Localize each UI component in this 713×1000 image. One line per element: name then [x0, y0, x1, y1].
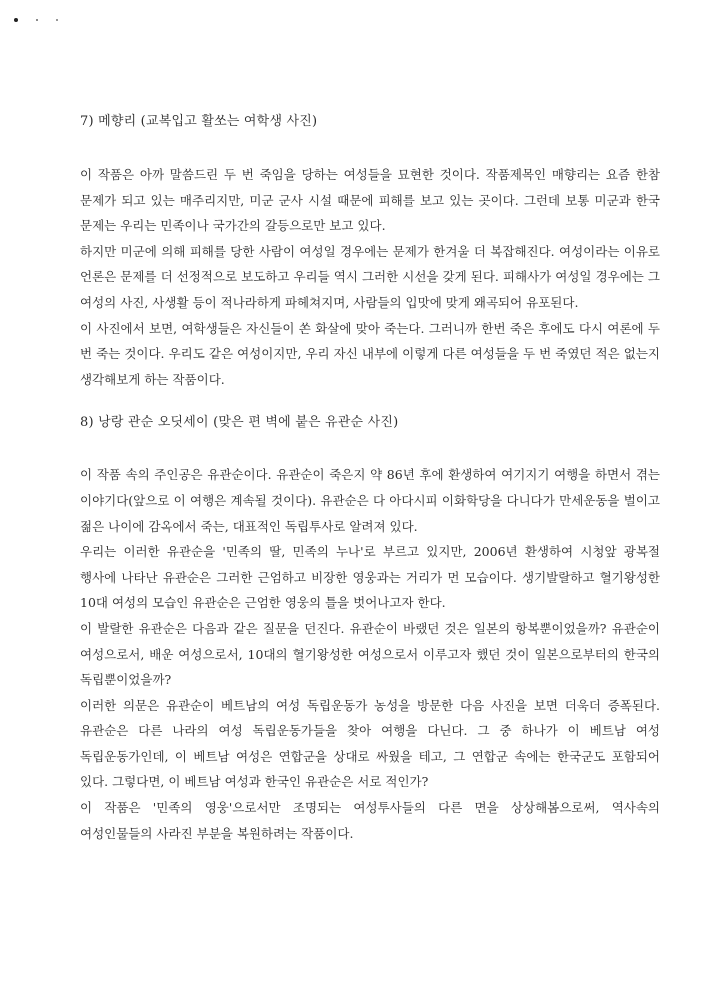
scan-dot-mark — [36, 19, 38, 21]
scan-dot-mark — [56, 19, 58, 21]
document-body — [80, 110, 660, 846]
paragraph: 이 작품은 '민족의 영웅'으로서만 조명되는 여성투사들의 다른 면을 상상해봄으로써, 역사속의 여성인물들의 사라진 부분을 복원하려는 작품이다. — [80, 800, 660, 841]
paragraph: 이 작품은 아까 말씀드린 두 번 죽임을 당하는 여성들을 묘현한 것이다. 작품제목인 매향리는 요즘 한참 문제가 되고 있는 매주리지만, 미군 군사 시설 때문에 피해를 보고 있는 곳이다. 그런데 보통 미군과 한국 문제는 우리는 민족이나 국가간의 갈등으로만 보고 있다. — [80, 167, 660, 234]
paragraph: 이러한 의문은 유관순이 베트남의 여성 독립운동가 농성을 방문한 다음 사진을 보면 더욱더 증폭된다. 유관순은 다른 나라의 여성 독립운동가들을 찾아 여행을 다닌다. 그 중 하나가 이 베트남 여성 독립운동가인데, 이 베트남 여성은 연합군을 상대로 싸웠을 테고, 그 연합군 속에는 한국군도 포함되어 있다. 그렇다면, 이 베트남 여성과 한국인 유관순은 서로 적인가? — [80, 697, 660, 790]
scan-marks — [14, 14, 58, 22]
paragraph: 하지만 미군에 의해 피해를 당한 사람이 여성일 경우에는 문제가 한겨울 더 복잡해진다. 여성이라는 이유로 언론은 문제를 더 선정적으로 보도하고 우리들 역시 그러한 시선을 갖게 된다. 피해사가 여성일 경우에는 그 여성의 사진, 사생활 등이 적나라하게 파헤쳐지며, 사람들의 입맛에 맞게 왜곡되어 유포된다. — [80, 243, 660, 310]
section-heading: 7) 메향리 (교복입고 활쏘는 여학생 사진) — [80, 114, 318, 129]
paragraph: 우리는 이러한 유관순을 '민족의 딸, 민족의 누나'로 부르고 있지만, 2006년 환생하여 시청앞 광복절 행사에 나타난 유관순은 그러한 근엄하고 비장한 영웅과는 거리가 먼 모습이다. 생기발랄하고 혈기왕성한 10대 여성의 모습인 유관순은 근엄한 영웅의 틀을 벗어나고자 한다. — [80, 544, 660, 611]
section-gwansun-odyssey — [80, 411, 660, 846]
paragraph: 이 발랄한 유관순은 다음과 같은 질문을 던진다. 유관순이 바랬던 것은 일본의 항복뿐이었을까? 유관순이 여성으로서, 배운 여성으로서, 10대의 혈기왕성한 여성으로서 이루고자 했던 것이 일본으로부터의 한국의 독립뿐이었을까? — [80, 620, 660, 688]
paragraph: 이 사진에서 보면, 여학생들은 자신들이 쏜 화살에 맞아 죽는다. 그러니까 한번 죽은 후에도 다시 여론에 두 번 죽는 것이다. 우리도 같은 여성이지만, 우리 자신 내부에 이렇게 다른 여성들을 두 번 죽였던 적은 없는지 생각해보게 하는 작품이다. — [80, 320, 660, 387]
scan-dot-mark — [14, 18, 18, 22]
section-heading: 8) 낭랑 관순 오딧세이 (맞은 편 벽에 붙은 유관순 사진) — [80, 415, 399, 431]
section-maehyangri — [80, 110, 660, 392]
paragraph: 이 작품 속의 주인공은 유관순이다. 유관순이 죽은지 약 86년 후에 환생하여 여기지기 여행을 하면서 겪는 이야기다(앞으로 이 여행은 계속될 것이다). 유관순은 다 아다시피 이화학당을 다니다가 만세운동을 벌이고 젊은 나이에 감옥에서 죽는, 대표적인 독립투사로 알려져 있다. — [80, 467, 660, 534]
